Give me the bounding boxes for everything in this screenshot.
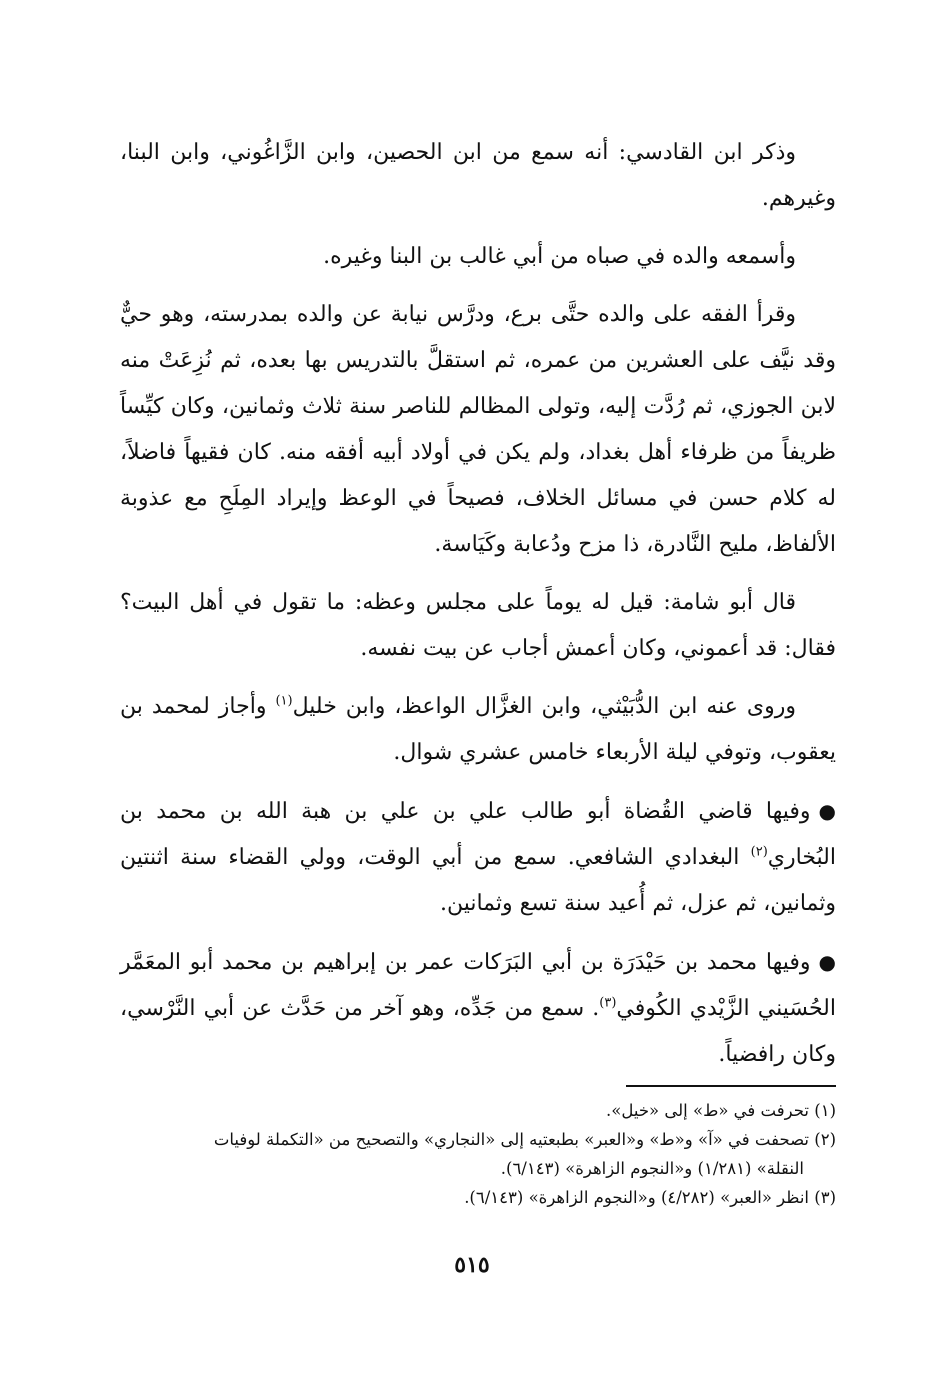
entry-1-text-b: البغدادي الشافعي. سمع من أبي الوقت، وولي القضاء سنة اثنتين وثمانين، ثم عزل، ثم أُعيد سنة تسع وثمانين.: [120, 845, 836, 916]
footnote-ref-3[interactable]: (٣): [599, 995, 617, 1011]
paragraph-2: وأسمعه والده في صباه من أبي غالب بن البنا وغيره.: [323, 244, 796, 269]
entry-1: [120, 788, 836, 927]
paragraph-5-text-b: وأجاز لمحمد بن يعقوب، وتوفي ليلة الأربعاء خامس عشري شوال.: [120, 694, 836, 765]
paragraph-5: [120, 684, 836, 776]
footnote-2-continued: النقلة» (١/٢٨١) و«النجوم الزاهرة» (٦/١٤٣).: [500, 1159, 804, 1178]
entry-2-text-b: . سمع من جَدِّه، وهو آخر من حَدَّث عن أبي النَّرْسي، وكان رافضياً.: [120, 996, 836, 1067]
entry-2: [120, 939, 836, 1078]
paragraph-3: وقرأ الفقه على والده حتَّى برع، ودرَّس نيابة عن والده بمدرسته، وهو حيٌّ وقد نيَّف على العشرين من عمره، ثم استقلَّ بالتدريس بها بعده، ثم نُزِعَتْ منه لابن الجوزي، ثم رُدَّت إليه، وتولى المظالم للناصر سنة ثلاث وثمانين، وكان كيِّساً ظريفاً من ظرفاء أهل بغداد، ولم يكن في أولاد أبيه أفقه منه. كان فقيهاً فاضلاً، له كلام حسن في مسائل الخلاف، فصيحاً في الوعظ وإيراد المِلَحِ مع عذوبة الألفاظ، مليح النَّادرة، ذا مزح ودُعابة وكَيَاسة.: [120, 302, 836, 557]
footnote-3: (٣) انظر «العبر» (٤/٢٨٢) و«النجوم الزاهرة» (٦/١٤٣).: [464, 1188, 836, 1207]
footnotes: [120, 1096, 836, 1212]
footnote-divider: [626, 1085, 836, 1087]
footnote-1: (١) تحرفت في «ط» إلى «خيل».: [606, 1101, 836, 1120]
paragraph-4: قال أبو شامة: قيل له يوماً على مجلس وعظه: ما تقول في أهل البيت؟ فقال: قد أعموني، وكان أعمش أجاب عن بيت نفسه.: [120, 590, 836, 661]
entry-2-text-a: وفيها محمد بن حَيْدَرَة بن أبي البَرَكات عمر بن إبراهيم بن محمد أبو المعَمَّر الحُسَيني الزَّيْدي الكُوفي: [120, 950, 836, 1021]
bullet-icon: ●: [818, 799, 836, 823]
footnote-ref-1[interactable]: (١): [275, 693, 293, 709]
paragraph-1: وذكر ابن القادسي: أنه سمع من ابن الحصين، وابن الزَّاغُوني، وابن البنا، وغيرهم.: [120, 140, 836, 211]
main-text: [120, 130, 836, 1090]
page-number: ٥١٥: [454, 1252, 490, 1278]
entry-1-text-a: وفيها قاضي القُضاة أبو طالب علي بن علي بن هبة الله بن محمد بن البُخاري: [120, 799, 836, 870]
footnote-ref-2[interactable]: (٢): [750, 844, 768, 860]
bullet-icon: ●: [818, 950, 836, 974]
paragraph-5-text-a: وروى عنه ابن الدُّبَيْثي، وابن الغزَّال الواعظ، وابن خليل: [292, 694, 797, 719]
footnote-2: (٢) تصحفت في «آ» و«ط» و«العبر» بطبعتيه إلى «النجاري» والتصحيح من «التكملة لوفيات: [213, 1130, 836, 1149]
